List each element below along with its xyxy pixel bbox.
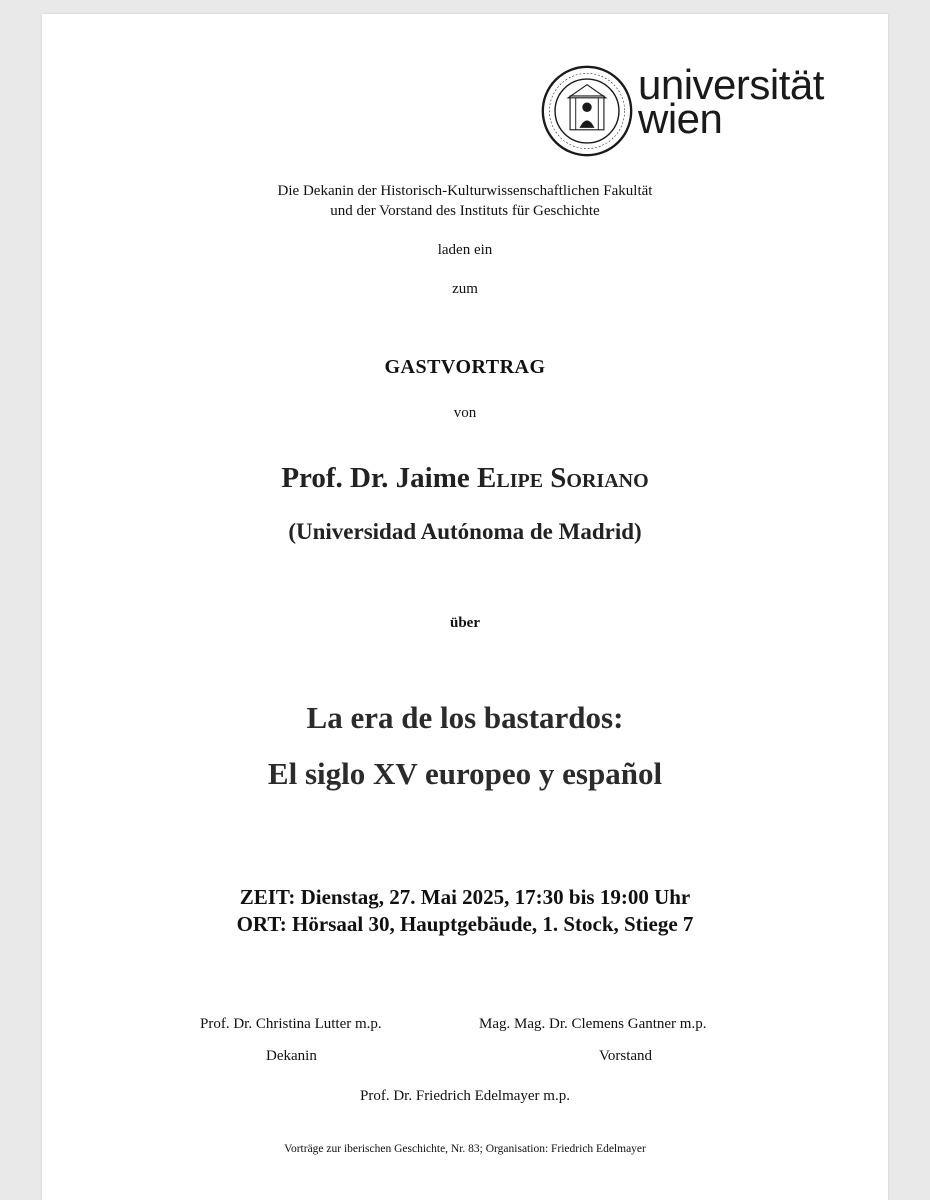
intro-line-3: laden ein: [437, 242, 493, 258]
signature-vorstand-role: Vorstand: [599, 1048, 653, 1064]
signature-vorstand-name: Mag. Mag. Dr. Clemens Gantner m.p.: [479, 1016, 707, 1032]
speaker-affiliation: (Universidad Autónoma de Madrid): [288, 519, 642, 544]
intro-line-1: Die Dekanin der Historisch-Kulturwissenschaftlichen Fakultät: [277, 183, 653, 199]
event-time: ZEIT: Dienstag, 27. Mai 2025, 17:30 bis 19:00 Uhr: [239, 885, 691, 909]
von-label: von: [453, 405, 477, 421]
signature-organizer-name: Prof. Dr. Friedrich Edelmayer m.p.: [360, 1088, 570, 1104]
intro-line-2: und der Vorstand des Instituts für Geschichte: [330, 203, 600, 219]
invitation-page: [42, 14, 888, 1200]
ueber-label: über: [450, 615, 480, 631]
event-location: ORT: Hörsaal 30, Hauptgebäude, 1. Stock, Stiege 7: [236, 912, 694, 936]
university-logo: [540, 61, 846, 164]
event-type: GASTVORTRAG: [384, 356, 546, 378]
lecture-title-line2: El siglo XV europeo y español: [267, 756, 663, 791]
speaker-name: [42, 462, 888, 495]
wordmark-line1: universität: [638, 61, 824, 108]
signature-dekanin-role: Dekanin: [266, 1048, 317, 1064]
speaker-surname: Elipe Soriano: [477, 462, 649, 494]
lecture-title-line1: La era de los bastardos:: [306, 700, 624, 735]
university-wordmark: [638, 61, 824, 142]
university-seal-icon: [540, 64, 634, 158]
signature-dekanin-name: Prof. Dr. Christina Lutter m.p.: [200, 1016, 382, 1032]
footer-note: Vorträge zur iberischen Geschichte, Nr. 83; Organisation: Friedrich Edelmayer: [284, 1143, 646, 1155]
speaker-prefix: Prof. Dr. Jaime: [281, 462, 478, 494]
wordmark-line2: wien: [638, 95, 723, 142]
intro-line-4: zum: [452, 281, 478, 297]
